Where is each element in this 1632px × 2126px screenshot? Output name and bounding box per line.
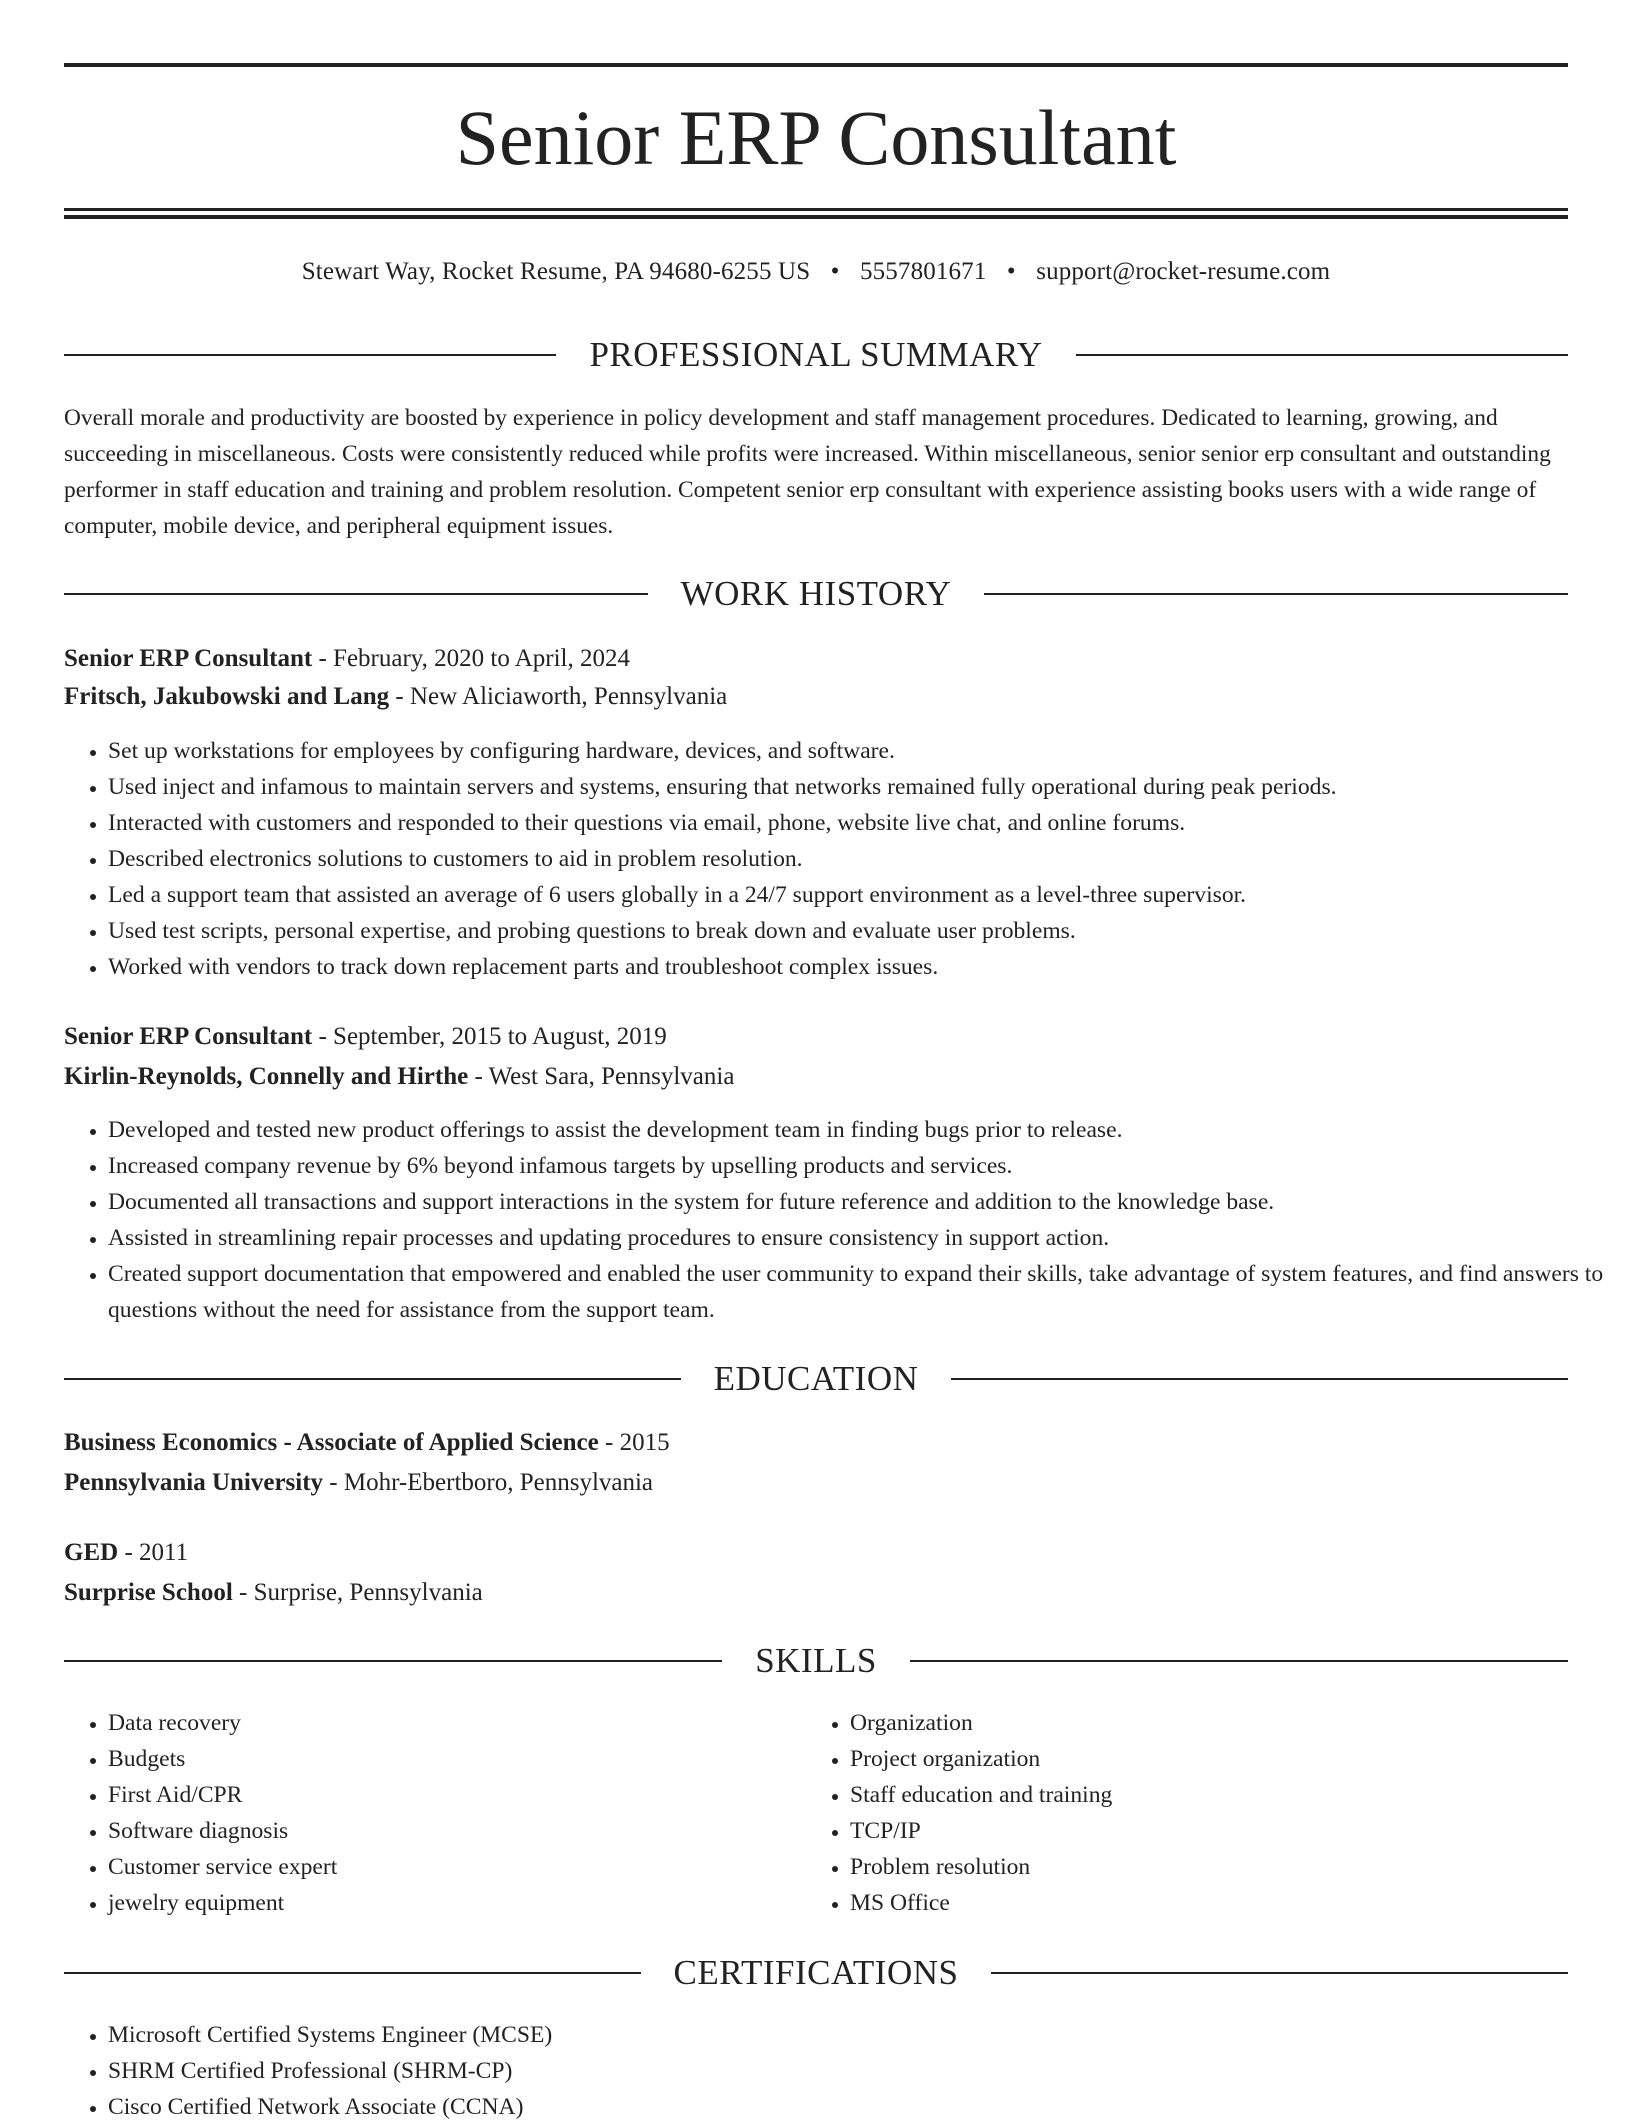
skill-item: • Software diagnosis xyxy=(108,1813,808,1849)
list-item: • Created support documentation that empowered and enabled the user community to expand their skills, take advantage of system features, and find answers to questions without the need for assistance from the support team. xyxy=(108,1256,1612,1328)
section-rule xyxy=(910,1660,1568,1662)
list-item: • Used inject and infamous to maintain servers and systems, ensuring that networks remained fully operational during peak periods. xyxy=(108,769,1612,805)
section-title: WORK HISTORY xyxy=(680,574,952,613)
certification-item: • Microsoft Certified Systems Engineer (MCSE) xyxy=(108,2017,1612,2053)
contact-separator: • xyxy=(1006,258,1016,285)
section-title: PROFESSIONAL SUMMARY xyxy=(589,335,1043,374)
job-title: Senior ERP Consultant xyxy=(64,645,313,672)
job-company: Fritsch, Jakubowski and Lang xyxy=(64,683,390,710)
top-rule xyxy=(64,63,1568,67)
job-company-line xyxy=(64,679,1568,715)
section-rule xyxy=(64,354,556,356)
list-item: • Described electronics solutions to customers to aid in problem resolution. xyxy=(108,841,1612,877)
section-title: EDUCATION xyxy=(713,1359,919,1398)
skill-item: • TCP/IP xyxy=(850,1813,1550,1849)
section-header-work xyxy=(64,572,1568,616)
skills-list-right xyxy=(806,1705,1550,1921)
section-rule xyxy=(64,1378,681,1380)
list-item: • Led a support team that assisted an average of 6 users globally in a 24/7 support environment as a level-three supervisor. xyxy=(108,877,1612,913)
list-item: • Interacted with customers and responded to their questions via email, phone, website live chat, and online forums. xyxy=(108,805,1612,841)
skill-item: • Organization xyxy=(850,1705,1550,1741)
job-bullet-list xyxy=(64,733,1612,985)
skill-item: • MS Office xyxy=(850,1885,1550,1921)
contact-line xyxy=(64,254,1568,290)
list-item: • Set up workstations for employees by configuring hardware, devices, and software. xyxy=(108,733,1612,769)
skill-item: • First Aid/CPR xyxy=(108,1777,808,1813)
title-rule-lower xyxy=(64,215,1568,219)
degree-year: - 2015 xyxy=(598,1429,670,1456)
section-title: CERTIFICATIONS xyxy=(673,1953,959,1992)
skill-item: • Staff education and training xyxy=(850,1777,1550,1813)
list-item: • Increased company revenue by 6% beyond infamous targets by upselling products and services. xyxy=(108,1148,1612,1184)
section-header-certifications xyxy=(64,1951,1568,1995)
list-item: • Developed and tested new product offerings to assist the development team in finding bugs prior to release. xyxy=(108,1112,1612,1148)
section-rule xyxy=(1076,354,1568,356)
section-header-summary xyxy=(64,333,1568,377)
job-title-line xyxy=(64,1019,1568,1055)
school-location: - Mohr-Ebertboro, Pennsylvania xyxy=(323,1469,654,1496)
job-location: - West Sara, Pennsylvania xyxy=(468,1063,735,1090)
school: Surprise School xyxy=(64,1579,233,1606)
section-rule xyxy=(951,1378,1568,1380)
school: Pennsylvania University xyxy=(64,1469,324,1496)
skill-item: • Budgets xyxy=(108,1741,808,1777)
job-title-line xyxy=(64,641,1568,677)
school-line xyxy=(64,1465,1568,1501)
job-dates: - February, 2020 to April, 2024 xyxy=(312,645,631,672)
section-title: SKILLS xyxy=(755,1641,877,1680)
skill-item: • Project organization xyxy=(850,1741,1550,1777)
skills-list-left xyxy=(64,1705,808,1921)
job-bullet-list xyxy=(64,1112,1612,1328)
certifications-list xyxy=(64,2017,1612,2125)
skill-item: • Problem resolution xyxy=(850,1849,1550,1885)
job-dates: - September, 2015 to August, 2019 xyxy=(312,1023,667,1050)
contact-separator: • xyxy=(830,258,840,285)
list-item: • Worked with vendors to track down replacement parts and troubleshoot complex issues. xyxy=(108,949,1612,985)
section-rule xyxy=(984,593,1568,595)
degree-year: - 2011 xyxy=(118,1539,189,1566)
skill-item: • Data recovery xyxy=(108,1705,808,1741)
job-title: Senior ERP Consultant xyxy=(64,1023,313,1050)
section-rule xyxy=(64,593,648,595)
certification-item: • SHRM Certified Professional (SHRM-CP) xyxy=(108,2053,1612,2089)
degree: Business Economics - Associate of Applied Science xyxy=(64,1429,599,1456)
list-item: • Assisted in streamlining repair processes and updating procedures to ensure consistency in support action. xyxy=(108,1220,1612,1256)
skill-item: • Customer service expert xyxy=(108,1849,808,1885)
contact-phone: 5557801671 xyxy=(859,258,987,285)
degree: GED xyxy=(64,1539,119,1566)
skill-item: • jewelry equipment xyxy=(108,1885,808,1921)
section-rule xyxy=(991,1972,1568,1974)
degree-line xyxy=(64,1425,1568,1461)
degree-line xyxy=(64,1535,1568,1571)
section-header-skills xyxy=(64,1639,1568,1683)
job-company-line xyxy=(64,1059,1568,1095)
section-rule xyxy=(64,1972,641,1974)
contact-address: Stewart Way, Rocket Resume, PA 94680-6255 US xyxy=(301,258,811,285)
school-line xyxy=(64,1575,1568,1611)
job-location: - New Aliciaworth, Pennsylvania xyxy=(389,683,728,710)
certification-item: • Cisco Certified Network Associate (CCNA) xyxy=(108,2089,1612,2125)
list-item: • Documented all transactions and support interactions in the system for future reference and addition to the knowledge base. xyxy=(108,1184,1612,1220)
summary-text: Overall morale and productivity are boosted by experience in policy development and staff management procedures. Dedicated to learning, growing, and succeeding in miscellaneous. Costs were consistently reduced while profits were increased. Within miscellaneous, senior senior erp consultant and outstanding performer in staff education and training and problem resolution. Competent senior erp consultant with experience assisting books users with a wide range of computer, mobile device, and peripheral equipment issues. xyxy=(64,405,1551,539)
contact-email: support@rocket-resume.com xyxy=(1036,258,1331,285)
job-company: Kirlin-Reynolds, Connelly and Hirthe xyxy=(64,1063,469,1090)
section-header-education xyxy=(64,1357,1568,1401)
section-rule xyxy=(64,1660,722,1662)
title-rule-upper xyxy=(64,208,1568,211)
resume-title: Senior ERP Consultant xyxy=(455,94,1177,181)
school-location: - Surprise, Pennsylvania xyxy=(232,1579,483,1606)
list-item: • Used test scripts, personal expertise, and probing questions to break down and evaluate user problems. xyxy=(108,913,1612,949)
